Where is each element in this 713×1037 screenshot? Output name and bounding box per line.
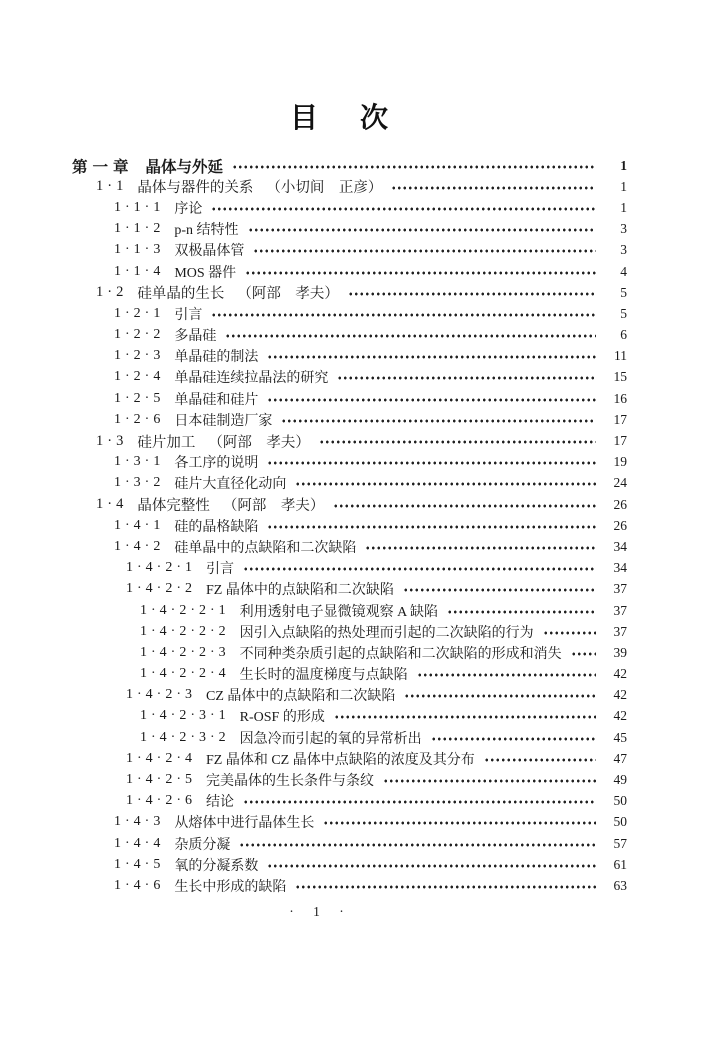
dot-leader: [348, 282, 596, 303]
toc-entry-page-number: 4: [620, 263, 627, 279]
dot-leader: [239, 833, 596, 854]
dot-leader: [248, 219, 597, 240]
dot-leader: [225, 325, 596, 346]
toc-entry: [72, 600, 627, 621]
toc-entry: [72, 769, 627, 790]
toc-entry: [72, 367, 627, 388]
toc-entry-title: 生长时的温度梯度与点缺陷: [239, 668, 408, 684]
toc-entry-number: 1·3·1: [114, 454, 165, 470]
toc-entry-number: 1·4·2·3·1: [140, 708, 230, 724]
toc-entry-number: 1·3: [96, 432, 128, 449]
toc-entry-page-number: 1: [620, 178, 627, 194]
toc-entry-page-number: 34: [613, 560, 627, 576]
toc-entry-page-number: 11: [614, 348, 627, 364]
toc-entry-page-number: 63: [613, 877, 627, 893]
toc-entry: [72, 346, 627, 367]
toc-entry-number: 1·2·2: [114, 327, 165, 343]
dot-leader: [295, 875, 596, 896]
toc-entry-author: （阿部 孝夫）: [208, 434, 310, 451]
toc-entry-page-number: 17: [613, 433, 627, 449]
toc-entry-page-number: 15: [613, 369, 627, 385]
toc-entry-page-number: 57: [613, 835, 627, 851]
toc-entry-number: 第一章: [72, 158, 134, 176]
toc-entry-page-number: 50: [613, 814, 627, 830]
toc-entry-title: 硅单晶中的点缺陷和二次缺陷: [174, 540, 357, 556]
title-area: [0, 0, 685, 135]
toc-entry: [72, 515, 627, 536]
toc-entry-page-number: 47: [613, 750, 627, 766]
toc-entry-page-number: 61: [613, 856, 627, 872]
toc-entry: [72, 558, 627, 579]
toc-entry: [72, 388, 627, 409]
toc-entry-title: 序论: [174, 201, 203, 217]
dot-leader: [232, 155, 596, 176]
toc-entry: [72, 727, 627, 748]
toc-entry-page-number: 26: [613, 517, 627, 533]
toc-entry-page-number: 26: [613, 496, 627, 512]
toc-entry-title: 不同种类杂质引起的点缺陷和二次缺陷的形成和消失: [239, 646, 562, 662]
toc-entry: [72, 261, 627, 282]
toc-entry: [72, 875, 627, 896]
toc-entry: [72, 664, 627, 685]
toc-entry-number: 1·4·4: [114, 835, 165, 851]
toc-entry-title: 利用透射电子显微镜观察 A 缺陷: [239, 604, 438, 620]
dot-leader: [211, 303, 596, 324]
toc-entry: [72, 494, 627, 515]
toc-entry-page-number: 37: [613, 602, 627, 618]
toc-entry-page-number: 42: [613, 708, 627, 724]
toc-entry: [72, 430, 627, 451]
toc-entry-number: 1·4·2·6: [126, 793, 196, 809]
toc-entry-page-number: 50: [613, 793, 627, 809]
page-title: 目 次: [289, 103, 395, 134]
toc-entry-title: MOS 器件: [174, 265, 237, 281]
dot-leader: [245, 261, 596, 282]
toc-entry: [72, 155, 627, 176]
toc-entry-title: 引言: [206, 562, 234, 578]
dot-leader: [403, 579, 596, 600]
toc-entry: [72, 303, 627, 324]
toc-entry-number: 1·2: [96, 284, 128, 301]
toc-entry-title: 生长中形成的缺陷: [174, 879, 287, 895]
toc-entry: [72, 219, 627, 240]
toc-entry-number: 1·3·2: [114, 475, 165, 491]
dot-leader: [267, 388, 596, 409]
toc-entry-author: （阿部 孝夫）: [222, 498, 325, 515]
toc-entry-title: 从熔体中进行晶体生长: [174, 816, 315, 832]
dot-leader: [267, 515, 596, 536]
toc-entry-number: 1·4·2·3·2: [140, 729, 230, 745]
dot-leader: [295, 473, 596, 494]
dot-leader: [323, 812, 596, 833]
toc-entry-title: 因引入点缺陷的热处理而引起的二次缺陷的行为: [239, 625, 534, 641]
toc-entry: [72, 197, 627, 218]
toc-entry-title: 日本硅制造厂家: [174, 413, 273, 429]
toc-entry-title: 引言: [174, 307, 203, 323]
toc-entry-title: 完美晶体的生长条件与条纹: [206, 774, 374, 790]
toc-entry-page-number: 34: [613, 538, 627, 554]
dot-leader: [365, 536, 596, 557]
dot-leader: [319, 430, 596, 451]
toc-entry-title: 单晶硅连续拉晶法的研究: [174, 371, 329, 387]
dot-leader: [543, 621, 596, 642]
toc-entry-number: 1·4·2·2·3: [140, 644, 230, 660]
toc-entry: [72, 579, 627, 600]
toc-entry-title: R-OSF 的形成: [239, 710, 325, 726]
toc-entry-title: 单晶硅的制法: [174, 350, 259, 366]
toc-entry: [72, 854, 627, 875]
dot-leader: [484, 748, 596, 769]
toc-entry-page-number: 42: [613, 666, 627, 682]
toc-entry-number: 1·4·2·5: [126, 772, 196, 788]
toc-entry-number: 1·4·5: [114, 856, 165, 872]
toc-entry-title: p-n 结特性: [174, 223, 239, 239]
toc-entry-number: 1·4·3: [114, 814, 165, 830]
dot-leader: [447, 600, 596, 621]
toc-entry: [72, 240, 627, 261]
dot-leader: [281, 409, 596, 430]
toc-entry-title: 硅片大直径化动向: [174, 477, 287, 493]
toc-entry-number: 1·4·2: [114, 538, 165, 554]
toc-entry: [72, 409, 627, 430]
dot-leader: [383, 769, 596, 790]
toc-entry-page-number: 17: [613, 411, 627, 427]
dot-leader: [243, 791, 596, 812]
dot-leader: [337, 367, 596, 388]
toc-entry-title: 硅单晶的生长: [137, 286, 225, 303]
toc-entry-title: FZ 晶体中的点缺陷和二次缺陷: [206, 583, 394, 599]
toc-entry-number: 1·2·3: [114, 348, 165, 364]
toc-entry-title: 双极晶体管: [174, 244, 245, 260]
toc-entry-number: 1·4·6: [114, 877, 165, 893]
toc-entry: [72, 791, 627, 812]
toc-entry-number: 1·2·6: [114, 411, 165, 427]
toc-entry-title: 晶体与外延: [145, 158, 224, 176]
toc-entry-author: （小切间 正彦）: [266, 180, 383, 197]
toc-entry: [72, 748, 627, 769]
toc-entry-page-number: 6: [620, 327, 627, 343]
toc-entry-number: 1·4·2·1: [126, 560, 196, 576]
toc-entry: [72, 536, 627, 557]
toc-entry-title: FZ 晶体和 CZ 晶体中点缺陷的浓度及其分布: [206, 752, 475, 768]
toc-entry-number: 1·1·4: [114, 263, 165, 279]
toc-entry: [72, 176, 627, 197]
toc-entry-page-number: 3: [620, 242, 627, 258]
toc-entry-page-number: 45: [613, 729, 627, 745]
toc-entry: [72, 812, 627, 833]
toc-entry: [72, 685, 627, 706]
toc-entry-title: 多晶硅: [174, 329, 217, 345]
toc-entry-number: 1·4·2·2: [126, 581, 196, 597]
toc-entry: [72, 621, 627, 642]
page-number-footer: · 1 ·: [289, 903, 344, 919]
toc-entry-number: 1·1: [96, 178, 128, 195]
toc-entry: [72, 325, 627, 346]
dot-leader: [334, 706, 596, 727]
dot-leader: [333, 494, 596, 515]
dot-leader: [243, 558, 596, 579]
toc-entry-page-number: 3: [620, 221, 627, 237]
toc-entry-page-number: 42: [613, 687, 627, 703]
toc-entry-number: 1·4·2·3: [126, 687, 196, 703]
toc-entry: [72, 642, 627, 663]
dot-leader: [431, 727, 596, 748]
toc-entry-title: 晶体完整性: [137, 498, 210, 515]
dot-leader: [404, 685, 596, 706]
dot-leader: [267, 854, 596, 875]
toc-entry-page-number: 19: [613, 454, 627, 470]
toc-entry-number: 1·1·1: [114, 199, 165, 215]
toc-entry-number: 1·4·2·2·4: [140, 666, 230, 682]
toc-entry-title: 硅的晶格缺陷: [174, 519, 259, 535]
dot-leader: [267, 452, 596, 473]
toc-entry-number: 1·2·5: [114, 390, 165, 406]
toc-entry-number: 1·4·2·2·1: [140, 602, 230, 618]
toc-entry-number: 1·4·2·2·2: [140, 623, 230, 639]
toc-entry-title: 氧的分凝系数: [174, 858, 259, 874]
toc-entry-page-number: 5: [620, 305, 627, 321]
toc-entry-title: 各工序的说明: [174, 456, 259, 472]
dot-leader: [571, 642, 596, 663]
toc-entry-number: 1·4·2·4: [126, 750, 196, 766]
toc-entry-number: 1·2·1: [114, 305, 165, 321]
dot-leader: [211, 197, 596, 218]
toc-entry: [72, 833, 627, 854]
dot-leader: [267, 346, 596, 367]
toc-entry-number: 1·1·3: [114, 242, 165, 258]
toc-entry-number: 1·1·2: [114, 221, 165, 237]
toc-entry-page-number: 37: [613, 623, 627, 639]
toc-entry-number: 1·2·4: [114, 369, 165, 385]
dot-leader: [253, 240, 596, 261]
toc-entry-page-number: 1: [620, 199, 627, 215]
toc-entry-title: 硅片加工: [137, 434, 196, 451]
toc-entry-page-number: 24: [613, 475, 627, 491]
toc-entry-page-number: 39: [613, 644, 627, 660]
toc-entry: [72, 282, 627, 303]
toc-list: [72, 155, 627, 897]
dot-leader: [417, 664, 596, 685]
toc-entry-number: 1·4·1: [114, 517, 165, 533]
toc-entry-title: CZ 晶体中的点缺陷和二次缺陷: [206, 689, 396, 705]
toc-entry: [72, 706, 627, 727]
toc-entry-title: 杂质分凝: [174, 837, 231, 853]
toc-entry: [72, 473, 627, 494]
toc-entry: [72, 452, 627, 473]
toc-entry-title: 晶体与器件的关系: [137, 180, 254, 197]
toc-entry-author: （阿部 孝夫）: [237, 286, 339, 303]
dot-leader: [391, 176, 596, 197]
toc-entry-page-number: 1: [620, 157, 627, 173]
toc-entry-page-number: 5: [620, 284, 627, 300]
toc-entry-title: 因急冷而引起的氧的异常析出: [239, 731, 422, 747]
toc-entry-page-number: 49: [613, 772, 627, 788]
toc-entry-number: 1·4: [96, 496, 128, 513]
toc-entry-page-number: 16: [613, 390, 627, 406]
toc-entry-page-number: 37: [613, 581, 627, 597]
toc-entry-title: 单晶硅和硅片: [174, 392, 259, 408]
toc-entry-title: 结论: [206, 795, 234, 811]
